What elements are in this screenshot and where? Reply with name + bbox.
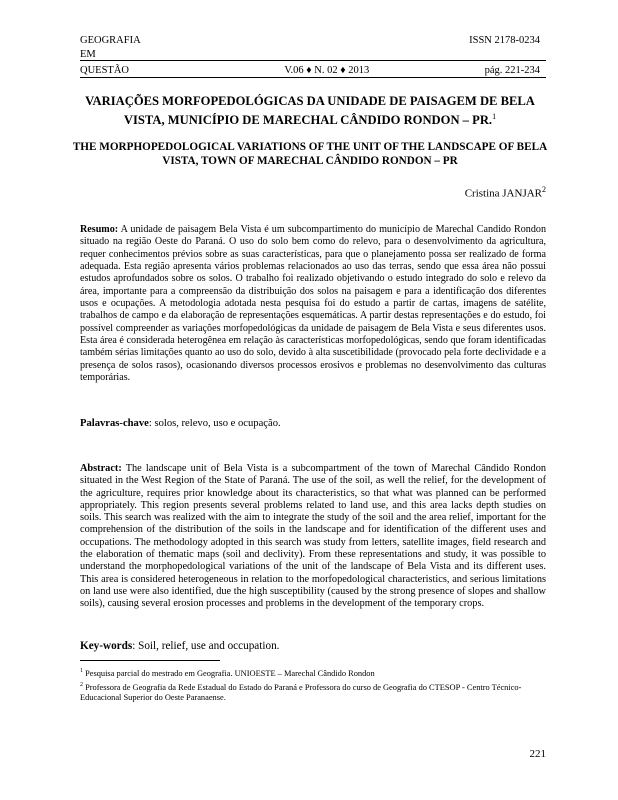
palavras-chave-label: Palavras-chave [80, 418, 149, 429]
author-name: Cristina JANJAR [464, 187, 542, 200]
page-range: pág. 221-234 [484, 65, 540, 76]
footnote-1 [80, 666, 546, 679]
abstract-text: The landscape unit of Bela Vista is a subcompartment of the town of Marechal Cândido Rondon situated in the West Region of the State of Paraná. The use of the soil, as well the relief, for the development of the agriculture, requires prior knowledge about its characteristics, so that what was planned can be performed appropriately. This region presents several problems related to land use, and this area lacks depth studies on soils. This search was realized with the aim to integrate the study of the soil and the area relief, important for the comprehension of the distribution of the soils in the landscape and for identification of the different uses and occupations. The methodology adopted in this search was study from letters, satellite images, field research and the elaboration of thematic maps (soil and declivity). From these representations and study, it was possible to understand the morphopedological variations of the unit of the landscape of Bela Vista and its different uses. This area is considered heterogeneous in relation to the morfopedological characteristics, and serious limitations on land use were also identified, due the high susceptibility (caused by the strong presence of slopes and shallow soils), causing several erosion processes and problems in the development of the temporary crops. [80, 463, 546, 610]
keywords [80, 640, 546, 652]
issn: ISSN 2178-0234 [469, 35, 540, 46]
footnote-1-text: Pesquisa parcial do mestrado em Geografia. UNIOESTE – Marechal Cândido Rondon [85, 668, 375, 678]
palavras-chave [80, 418, 546, 430]
title-pt-text: VARIAÇÕES MORFOPEDOLÓGICAS DA UNIDADE DE PAISAGEM DE BELA VISTA, MUNICÍPIO DE MARECHAL CÂNDIDO RONDON – PR. [85, 94, 535, 128]
abstract-label: Abstract: [80, 463, 122, 474]
footnote-2 [80, 680, 546, 704]
footnote-2-number: 2 [80, 682, 83, 688]
volume-info: V.06 ♦ N. 02 ♦ 2013 [284, 65, 370, 76]
footnote-2-text: Professora de Geografia da Rede Estadual do Estado do Paraná e Professora do curso de Geografia do CTESOP - Centro Técnico-Educacional Superior do Oeste Paranaense. [80, 682, 522, 703]
resumo-paragraph [80, 224, 546, 384]
title-footnote-marker: 1 [492, 112, 497, 121]
paper-title-en: THE MORPHOPEDOLOGICAL VARIATIONS OF THE UNIT OF THE LANDSCAPE OF BELA VISTA, TOWN OF MARECHAL CÂNDIDO RONDON – PR [72, 141, 548, 167]
journal-header-line3 [80, 64, 540, 77]
author-footnote-marker: 2 [542, 185, 546, 194]
keywords-label: Key-words [80, 640, 133, 652]
footnote-1-number: 1 [80, 668, 83, 674]
abstract-paragraph [80, 463, 546, 611]
paper-title-pt [70, 94, 550, 128]
footnote-rule [80, 660, 220, 661]
palavras-chave-text: : solos, relevo, uso e ocupação. [148, 418, 281, 429]
header-rule-bottom [80, 77, 546, 78]
journal-name-line2: EM [80, 49, 96, 60]
resumo-text: A unidade de paisagem Bela Vista é um subcompartimento do município de Marechal Candido Rondon situado na região Oeste do Paraná. O uso do solo bem como do relevo, para o desenvolvimento da agricultura, requer conhecimentos prévios sobre as suas características, para que o planejamento possa ser realizado de forma adequada. Esta região apresenta vários problemas relacionados ao uso das terras, sendo que essa área não possui estudos aprofundados sobre os solos. O trabalho foi realizado objetivando o estudo integrado do solo e relevo da área, importante para a compreensão da distribuição dos solos na paisagem e para a identificação dos diferentes usos e ocupações. A metodologia adotada nesta pesquisa foi do estudo a partir de cartas, imagens de satélite, trabalhos de campo e da elaboração de representações esquemáticas. A partir destas representações e do estudo, foi possível compreender as variações morfopedológicas da unidade de paisagem de Bela Vista e seus diferentes usos. Esta área é considerada heterogênea em relação às características morfopedológicas, sendo que foram identificadas também sérias limitações quanto ao uso do solo, devido à alta suscetibilidade (provocado pela forte declividade e a presença de solos rasos), ocasionando diversos processos erosivos e problemas no desenvolvimento das culturas temporárias. [80, 224, 546, 384]
author [465, 185, 546, 200]
journal-name: GEOGRAFIA [80, 35, 141, 46]
header-rule-top [80, 60, 546, 61]
page-number: 221 [529, 748, 546, 760]
journal-header-line1 [80, 34, 540, 47]
resumo-label: Resumo: [80, 224, 119, 235]
keywords-text: : Soil, relief, use and occupation. [132, 640, 280, 652]
journal-name-line3: QUESTÃO [80, 65, 129, 76]
